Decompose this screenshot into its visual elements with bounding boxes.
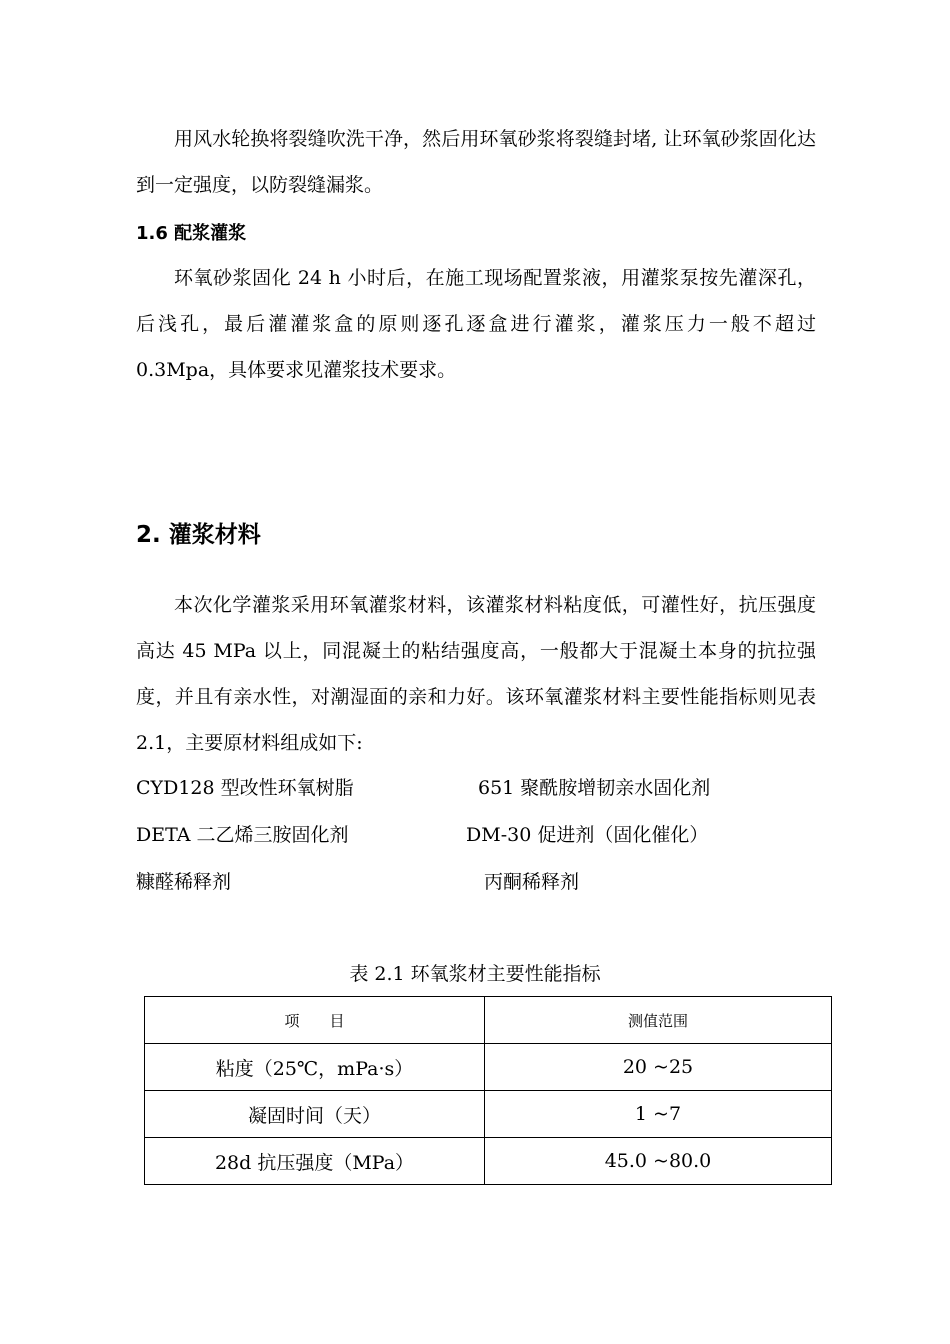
section-2-heading: 2. 灌浆材料: [136, 522, 261, 548]
row-item: 凝固时间（天）: [145, 1091, 485, 1138]
material-item: CYD128 型改性环氧树脂: [136, 777, 354, 799]
row-item: 粘度（25℃，mPa·s）: [145, 1044, 485, 1091]
row-item: 28d 抗压强度（MPa）: [145, 1138, 485, 1185]
header-range: 测值范围: [485, 997, 832, 1044]
section-2-paragraph: 本次化学灌浆采用环氧灌浆材料，该灌浆材料粘度低，可灌性好，抗压强度高达 45 MPa 以上，同混凝土的粘结强度高，一般都大于混凝土本身的抗拉强度，并且有亲水性，对潮湿面的亲和力好。该环氧灌浆材料主要性能指标则见表 2.1，主要原材料组成如下:: [136, 594, 816, 754]
table-row: [145, 1044, 832, 1091]
material-item: DM-30 促进剂（固化催化）: [466, 824, 709, 846]
material-item: 糠醛稀释剂: [136, 871, 232, 893]
intro-paragraph: 用风水轮换将裂缝吹洗干净，然后用环氧砂浆将裂缝封堵, 让环氧砂浆固化达到一定强度，以防裂缝漏浆。: [136, 128, 816, 196]
row-range: 1 ~7: [485, 1091, 832, 1138]
row-range: 45.0 ~80.0: [485, 1138, 832, 1185]
material-item: 丙酮稀释剂: [484, 871, 580, 893]
section-1-6-paragraph: 环氧砂浆固化 24 h 小时后，在施工现场配置浆液，用灌浆泵按先灌深孔，后浅孔，最后灌灌浆盒的原则逐孔逐盒进行灌浆，灌浆压力一般不超过 0.3Mpa，具体要求见灌浆技术要求。: [136, 267, 816, 381]
material-item: DETA 二乙烯三胺固化剂: [136, 824, 349, 846]
table-row: [145, 1091, 832, 1138]
section-1-6-heading: 1.6 配浆灌浆: [136, 223, 247, 244]
table-row: [145, 1138, 832, 1185]
row-range: 20 ~25: [485, 1044, 832, 1091]
table-header-row: [145, 997, 832, 1044]
material-item: 651 聚酰胺增韧亲水固化剂: [478, 777, 711, 799]
performance-table: [144, 996, 832, 1185]
table-caption: 表 2.1 环氧浆材主要性能指标: [349, 963, 601, 985]
header-item: 项 目: [145, 997, 485, 1044]
